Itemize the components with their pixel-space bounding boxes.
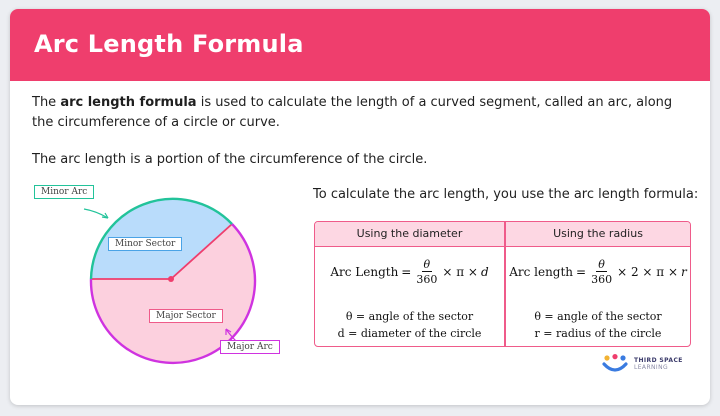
radius-denominator: 360	[591, 273, 613, 286]
diameter-numerator: θ	[423, 258, 431, 271]
intro-prefix: The	[32, 95, 61, 110]
formula-intro: To calculate the arc length, you use the arc length formula:	[313, 187, 699, 202]
radius-fraction	[591, 258, 612, 286]
logo-line-1: THIRD SPACE	[634, 357, 683, 364]
page-title: Arc Length Formula	[34, 30, 304, 58]
radius-lhs: Arc length	[509, 265, 574, 279]
radius-numerator: θ	[598, 258, 605, 271]
header-using-radius: Using the radius	[553, 227, 643, 240]
diameter-def-theta: θ = angle of the sector	[345, 310, 474, 323]
minor-arc-label: Minor Arc	[34, 185, 94, 199]
radius-formula	[504, 258, 691, 286]
logo-mark-icon	[602, 354, 628, 374]
intro-paragraph	[32, 93, 697, 133]
slide-card	[10, 9, 710, 405]
header-using-diameter: Using the diameter	[356, 227, 463, 240]
major-sector-label: Major Sector	[149, 309, 223, 323]
logo-line-2: LEARNING	[634, 364, 669, 371]
minor-arc-pointer	[84, 209, 108, 218]
radius-definitions	[504, 308, 691, 342]
diameter-formula	[315, 258, 504, 286]
diameter-equals: =	[401, 265, 412, 279]
third-space-learning-logo	[602, 354, 683, 374]
diameter-denominator: 360	[416, 273, 438, 286]
diameter-variable: d	[480, 265, 489, 279]
diameter-operators: × π ×	[442, 265, 478, 279]
major-arc-label: Major Arc	[220, 340, 280, 354]
radius-def-theta: θ = angle of the sector	[534, 310, 662, 323]
formula-table-header	[315, 222, 690, 247]
diameter-fraction	[416, 258, 437, 286]
formula-table	[314, 221, 691, 347]
diameter-lhs: Arc Length	[330, 265, 399, 279]
radius-equals: =	[576, 265, 587, 279]
intro-keyword: arc length formula	[60, 95, 197, 110]
intro-suffix: is used to calculate the length of a curved segment, called an arc, along the circumference of a circle or curve.	[32, 95, 673, 130]
diameter-definitions	[315, 308, 504, 342]
title-bar	[10, 9, 710, 81]
center-point	[168, 276, 174, 282]
logo-wordmark	[634, 357, 683, 371]
diameter-def-d: d = diameter of the circle	[337, 327, 482, 340]
radius-def-r: r = radius of the circle	[534, 327, 662, 340]
arc-description: The arc length is a portion of the circumference of the circle.	[32, 152, 428, 167]
minor-sector-label: Minor Sector	[108, 237, 182, 251]
radius-variable: r	[681, 265, 687, 279]
radius-operators: × 2 × π ×	[617, 265, 679, 279]
